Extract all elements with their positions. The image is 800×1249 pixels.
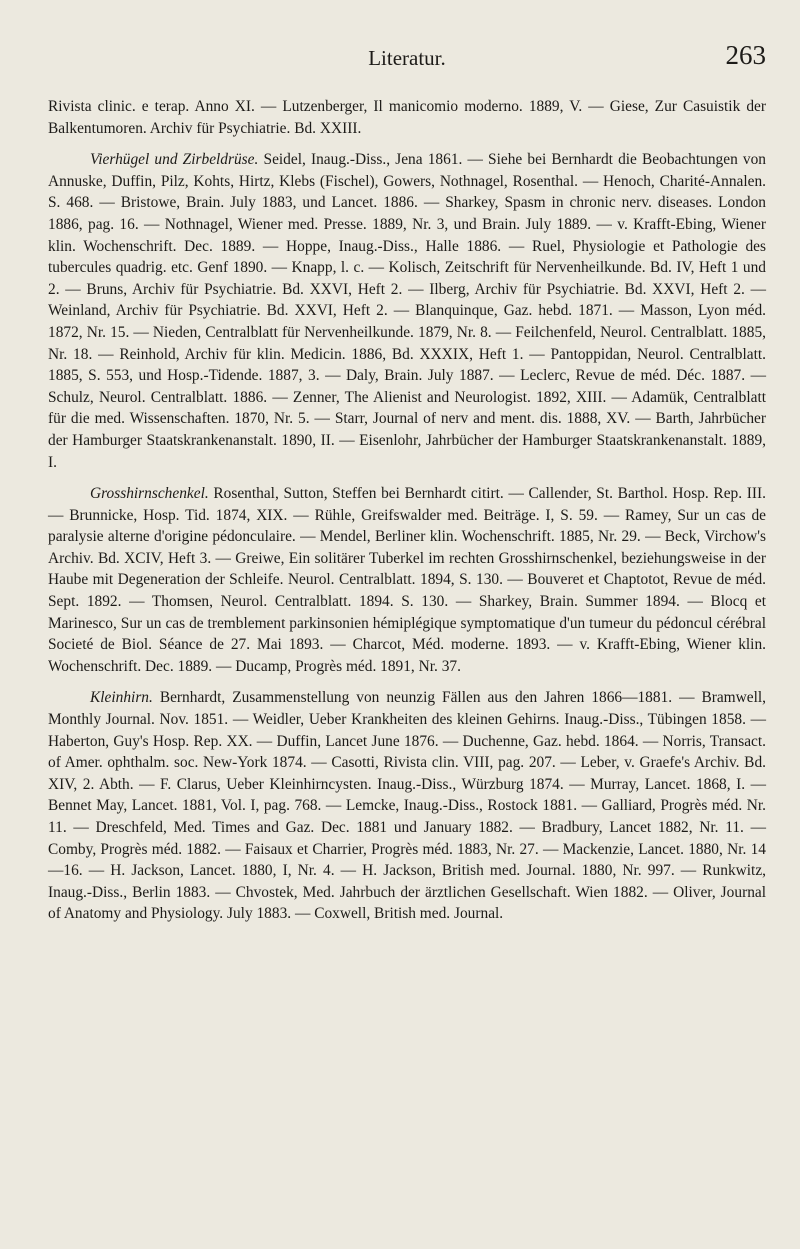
paragraph-text: Rosenthal, Sutton, Steffen bei Bernhardt citirt. — Callender, St. Barthol. Hosp. Rep. III. — Brunnicke, Hosp. Tid. 1874, XIX. — Rühle, Greifswalder med. Beiträge. I, S. 59. — Ramey, Sur un cas de paralysie alterne d'origine pédonculaire. — Mendel, Berliner klin. Wochenschrift. 1885, Nr. 29. — Beck, Virchow's Archiv. Bd. XCIV, Heft 3. — Greiwe, Ein solitärer Tuberkel im rechten Grosshirnschenkel, beziehungsweise in der Haube mit Degeneration der Schleife. Neurol. Centralblatt. 1894, S. 130. — Bouveret et Chaptotot, Revue de méd. Sept. 1892. — Thomsen, Neurol. Centralblatt. 1894. S. 130. — Sharkey, Brain. Summer 1894. — Blocq et Marinesco, Sur un cas de tremblement parkinsonien hémiplégique symptomatique d'un tumeur du pédoncul cérébral Societé de Biol. Séance de 27. Mai 1893. — Charcot, Méd. moderne. 1893. — v. Krafft-Ebing, Wiener klin. Wochenschrift. Dec. 1889. — Ducamp, Progrès méd. 1891, Nr. 37. [48, 485, 766, 675]
paragraph-text: Rivista clinic. e terap. Anno XI. — Lutzenberger, Il manicomio moderno. 1889, V. — Giese, Zur Casuistik der Balkentumoren. Archiv für Psychiatrie. Bd. XXIII. [48, 98, 766, 137]
page-number: 263 [725, 40, 766, 70]
running-title: Literatur. [368, 46, 446, 70]
section-heading: Grosshirnschenkel. [90, 485, 209, 503]
section-kleinhirn [48, 687, 766, 925]
section-heading: Vierhügel und Zirbeldrüse. [90, 151, 259, 169]
section-vierhuegel [48, 149, 766, 473]
paragraph-text: Seidel, Inaug.-Diss., Jena 1861. — Siehe bei Bernhardt die Beobachtungen von Annuske, Duffin, Pilz, Kohts, Hirtz, Klebs (Fischel), Gowers, Nothnagel, Rosenthal. — Henoch, Charité-Annalen. S. 468. — Bristowe, Brain. July 1883, und Lancet. 1886. — Sharkey, Spasm in chronic nerv. diseases. London 1886, pag. 16. — Nothnagel, Wiener med. Presse. 1889, Nr. 3, und Brain. July 1889. — v. Krafft-Ebing, Wiener klin. Wochenschrift. Dec. 1889. — Hoppe, Inaug.-Diss., Halle 1886. — Ruel, Physiologie et Pathologie des tubercules quadrig. etc. Genf 1890. — Knapp, l. c. — Kolisch, Zeitschrift für Nervenheilkunde. Bd. IV, Heft 1 und 2. — Bruns, Archiv für Psychiatrie. Bd. XXVI, Heft 2. — Ilberg, Archiv für Psychiatrie. Bd. XXVI, Heft 2. — Weinland, Archiv für Psychiatrie. Bd. XXVI, Heft 2. — Blanquinque, Gaz. hebd. 1871. — Masson, Lyon méd. 1872, Nr. 15. — Nieden, Centralblatt für Nervenheilkunde. 1879, Nr. 8. — Feilchenfeld, Neurol. Centralblatt. 1885, Nr. 18. — Reinhold, Archiv für klin. Medicin. 1886, Bd. XXXIX, Heft 1. — Pantoppidan, Neurol. Centralblatt. 1885, S. 553, und Hosp.-Tidende. 1887, 3. — Daly, Brain. July 1887. — Leclerc, Revue de méd. Déc. 1887. — Schulz, Neurol. Centralblatt. 1886. — Zenner, The Alienist and Neurologist. 1892, XIII. — Adamük, Centralblatt für die med. Wissenschaften. 1870, Nr. 5. — Starr, Journal of nerv and ment. dis. 1888, XV. — Barth, Jahrbücher der Hamburger Staatskrankenanstalt. 1890, II. — Eisenlohr, Jahrbücher der Hamburger Staatskrankenanstalt. 1889, I. [48, 151, 767, 471]
section-grosshirnschenkel [48, 483, 766, 677]
running-head [48, 40, 766, 80]
paragraph-text: Bernhardt, Zusammenstellung von neunzig Fällen aus den Jahren 1866—1881. — Bramwell, Monthly Journal. Nov. 1851. — Weidler, Ueber Krankheiten des kleinen Gehirns. Inaug.-Diss., Tübingen 1858. — Haberton, Guy's Hosp. Rep. XX. — Duffin, Lancet June 1876. — Duchenne, Gaz. hebd. 1864. — Norris, Transact. of Amer. ophthalm. soc. New-York 1874. — Casotti, Rivista clin. VIII, pag. 207. — Leber, v. Graefe's Archiv. Bd. XIV, 2. Abth. — F. Clarus, Ueber Kleinhirncysten. Inaug.-Diss., Würzburg 1874. — Murray, Lancet. 1868, I. — Bennet May, Lancet. 1881, Vol. I, pag. 768. — Lemcke, Inaug.-Diss., Rostock 1881. — Galliard, Progrès méd. Nr. 11. — Dreschfeld, Med. Times and Gaz. Dec. 1881 und January 1882. — Bradbury, Lancet 1882, Nr. 11. — Comby, Progrès méd. 1882. — Faisaux et Charrier, Progrès méd. 1883, Nr. 27. — Mackenzie, Lancet. 1880, Nr. 14—16. — H. Jackson, Lancet. 1880, I, Nr. 4. — H. Jackson, British med. Journal. 1880, Nr. 997. — Runkwitz, Inaug.-Diss., Berlin 1883. — Chvostek, Med. Jahrbuch der ärztlichen Gesellschaft. Wien 1882. — Oliver, Journal of Anatomy and Physiology. July 1883. — Coxwell, British med. Journal. [48, 689, 766, 923]
paragraph-continuation [48, 96, 766, 139]
body-text [48, 96, 766, 925]
section-heading: Kleinhirn. [90, 689, 153, 707]
